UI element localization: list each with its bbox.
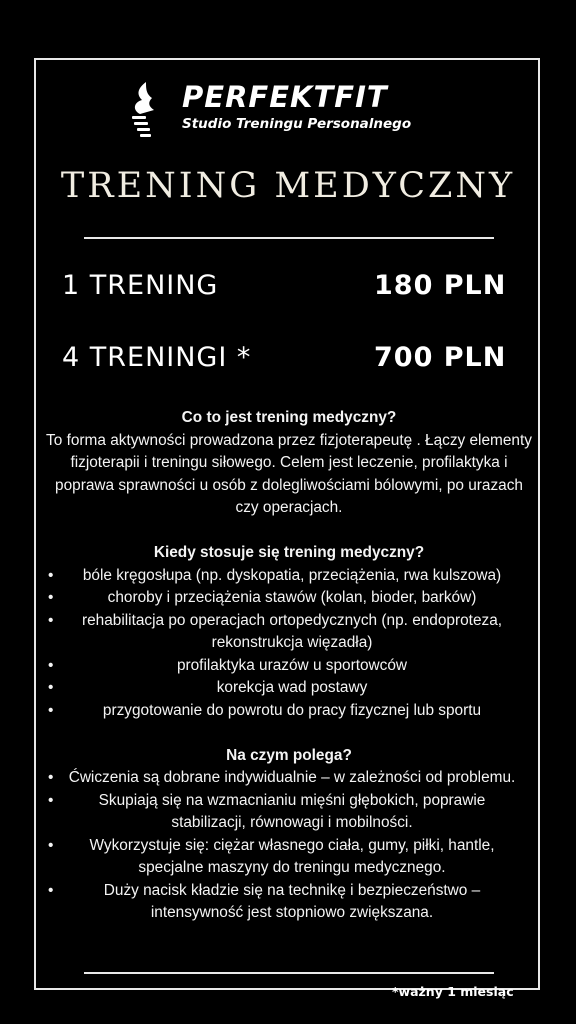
what-text: To forma aktywności prowadzona przez fizjoterapeutę . Łączy elementy fizjoterapii i treningu siłowego. Celem jest leczenie, profilaktyka i poprawa sprawności u osób z dolegliwościami bólowymi, po urazach czy operacjach. [46,431,532,516]
price-label: 4 TRENINGI * [62,342,252,373]
price-amount: 180 PLN [374,270,507,301]
list-item: • Skupiają się na wzmacnianiu mięśni głębokich, poprawie stabilizacji, równowagi i mobilności. [46,790,532,835]
price-amount: 700 PLN [374,342,507,373]
price-label: 1 TRENING [62,270,219,301]
page-title: TRENING MEDYCZNY [60,166,516,206]
what-heading: Co to jest trening medyczny? [181,409,397,426]
list-item: • Wykorzystuje się: ciężar własnego ciała, gumy, piłki, hantle, specjalne maszyny do treningu medycznego. [46,835,532,880]
top-divider [84,237,494,239]
how-list [46,767,532,925]
validity-footnote: *ważny 1 miesiąc [392,984,514,999]
when-list [46,565,532,723]
list-item: • korekcja wad postawy [46,677,532,700]
brand-name: PERFEKTFIT [182,80,388,114]
brand-logo [124,78,454,142]
how-heading: Na czym polega? [226,746,352,764]
spine-icon [124,80,164,140]
bottom-divider [84,972,494,974]
list-item: • choroby i przeciążenia stawów (kolan, bioder, barków) [46,587,532,610]
when-heading: Kiedy stosuje się trening medyczny? [153,544,425,561]
list-item: • Ćwiczenia są dobrane indywidualnie – w zależności od problemu. [46,767,532,790]
brand-subtitle: Studio Treningu Personalnego [182,116,412,132]
list-item: • Duży nacisk kładzie się na technikę i bezpieczeństwo – intensywność jest stopniowo zwiększana. [46,880,532,925]
list-item: • rehabilitacja po operacjach ortopedycznych (np. endoproteza, rekonstrukcja więzadła) [46,610,532,655]
list-item: • przygotowanie do powrotu do pracy fizycznej lub sportu [46,700,532,723]
list-item: • bóle kręgosłupa (np. dyskopatia, przeciążenia, rwa kulszowa) [46,565,532,588]
description [46,407,532,925]
list-item: • profilaktyka urazów u sportowców [46,655,532,678]
